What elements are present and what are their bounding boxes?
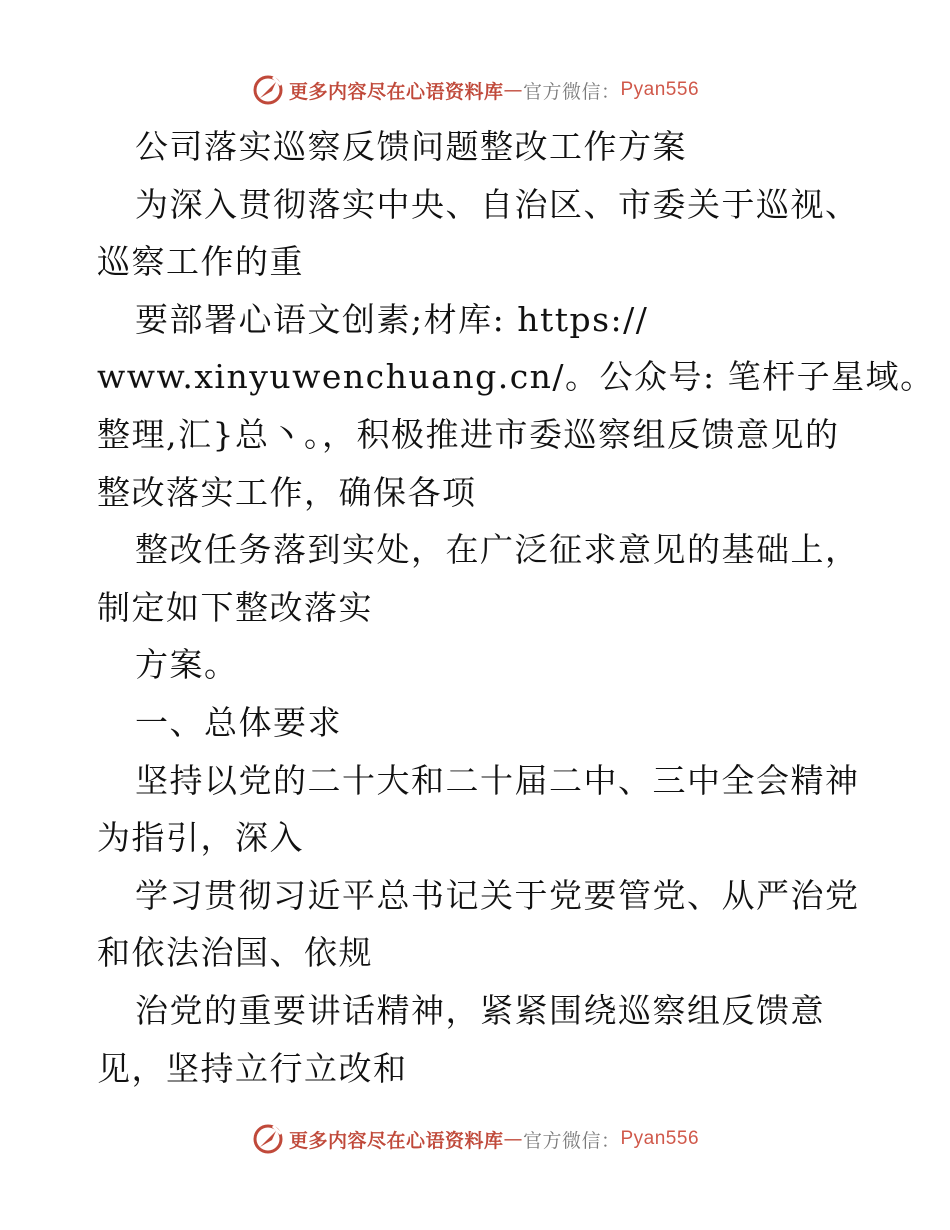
paragraph-line: 治党的重要讲话精神，紧紧围绕巡察组反馈意 (135, 990, 825, 1030)
watermark-main-text: 更多内容尽在心语资料库 (288, 1129, 504, 1152)
paragraph-line: 为指引，深入 (97, 818, 304, 858)
paragraph-line: 坚持以党的二十大和二十届二中、三中全会精神 (135, 760, 860, 800)
watermark-dash: — (503, 1128, 523, 1150)
watermark-footer (0, 1121, 950, 1157)
section-heading: 一、总体要求 (135, 702, 342, 742)
watermark-dash: — (503, 79, 523, 101)
document-title: 公司落实巡察反馈问题整改工作方案 (135, 127, 687, 166)
paragraph-line: 方案。 (135, 645, 239, 685)
quill-logo-icon (251, 73, 285, 107)
paragraph-line: 整改任务落到实处，在广泛征求意见的基础上， (135, 530, 860, 570)
paragraph-line: 要部署心语文创素;材库: https:// (135, 299, 649, 339)
paragraph-line: 制定如下整改落实 (97, 587, 373, 627)
document-body (97, 118, 935, 1097)
watermark-wechat-id: Pyan556 (620, 1128, 700, 1149)
paragraph-line: 整改落实工作，确保各项 (97, 472, 477, 512)
paragraph-line: 为深入贯彻落实中央、自治区、市委关于巡视、 (135, 184, 860, 224)
paragraph-line: 巡察工作的重 (97, 242, 304, 282)
paragraph-line: 见，坚持立行立改和 (97, 1048, 408, 1088)
paragraph-line: 和依法治国、依规 (97, 933, 373, 973)
watermark-sub-text: 官方微信： (522, 80, 621, 103)
watermark-wechat-id: Pyan556 (620, 79, 700, 100)
quill-logo-icon (251, 1122, 285, 1156)
paragraph-line: 整理,汇}总丶。，积极推进市委巡察组反馈意见的 (97, 414, 840, 454)
watermark-main-text: 更多内容尽在心语资料库 (288, 80, 504, 103)
paragraph-line: 学习贯彻习近平总书记关于党要管党、从严治党 (135, 875, 860, 915)
watermark-sub-text: 官方微信： (522, 1129, 621, 1152)
paragraph-line: www.xinyuwenchuang.cn/。公众号: 笔杆子星域。 (97, 357, 935, 397)
watermark-header (0, 72, 950, 108)
